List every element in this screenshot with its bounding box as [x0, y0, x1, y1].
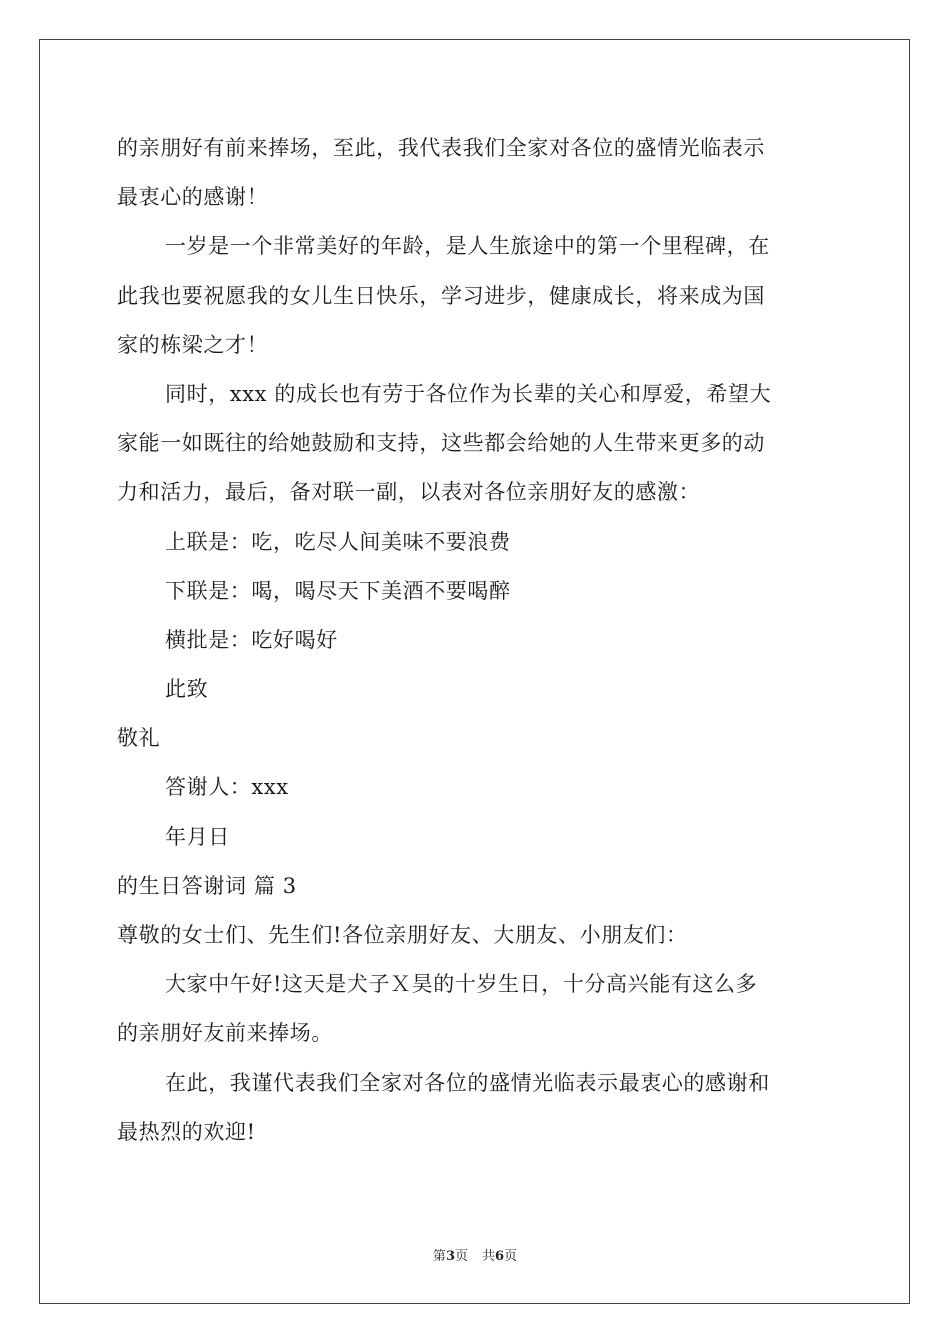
- signatory: 答谢人：xxx: [165, 775, 289, 800]
- paragraph-line: 大家中午好!这天是犬子Ｘ昊的十岁生日，十分高兴能有这么多: [165, 972, 758, 997]
- paragraph-line: 家能一如既往的给她鼓励和支持，这些都会给她的人生带来更多的动: [117, 431, 765, 456]
- section-heading: 的生日答谢词 篇 3: [117, 873, 297, 898]
- paragraph-line: 一岁是一个非常美好的年龄，是人生旅途中的第一个里程碑，在: [165, 234, 770, 259]
- document-body: [117, 124, 833, 1157]
- page-total-number: 6: [495, 1249, 505, 1264]
- closing-regards: 敬礼: [117, 726, 161, 751]
- paragraph-line: 同时，xxx 的成长也有劳于各位作为长辈的关心和厚爱，希望大: [165, 381, 772, 406]
- page-footer: [0, 1245, 950, 1264]
- couplet-first-line: 上联是：吃，吃尽人间美味不要浪费: [165, 529, 511, 554]
- page-current-number: 3: [445, 1249, 455, 1264]
- paragraph-line: 的亲朋好有前来捧场，至此，我代表我们全家对各位的盛情光临表示: [117, 136, 765, 160]
- greeting-line: 尊敬的女士们、先生们!各位亲朋好友、大朋友、小朋友们：: [117, 923, 688, 947]
- total-prefix: 共: [482, 1249, 496, 1264]
- couplet-second-line: 下联是：喝，喝尽天下美酒不要喝醉: [165, 578, 511, 603]
- total-suffix: 页: [504, 1249, 518, 1264]
- paragraph-line: 的亲朋好友前来捧场。: [117, 1021, 333, 1046]
- paragraph-line: 在此，我谨代表我们全家对各位的盛情光临表示最衷心的感谢和: [165, 1070, 770, 1095]
- paragraph-line: 最热烈的欢迎!: [117, 1119, 256, 1144]
- closing-salutation: 此致: [165, 677, 209, 702]
- paragraph-line: 最衷心的感谢！: [117, 185, 269, 210]
- date-line: 年月日: [165, 824, 230, 849]
- couplet-horizontal-scroll: 横批是：吃好喝好: [165, 627, 338, 652]
- paragraph-line: 家的栋梁之才！: [117, 332, 269, 357]
- page-suffix: 页: [454, 1249, 468, 1264]
- paragraph-line: 此我也要祝愿我的女儿生日快乐，学习进步，健康成长，将来成为国: [117, 283, 765, 308]
- page-prefix: 第: [432, 1249, 446, 1264]
- paragraph-line: 力和活力，最后，备对联一副，以表对各位亲朋好友的感激：: [117, 480, 701, 505]
